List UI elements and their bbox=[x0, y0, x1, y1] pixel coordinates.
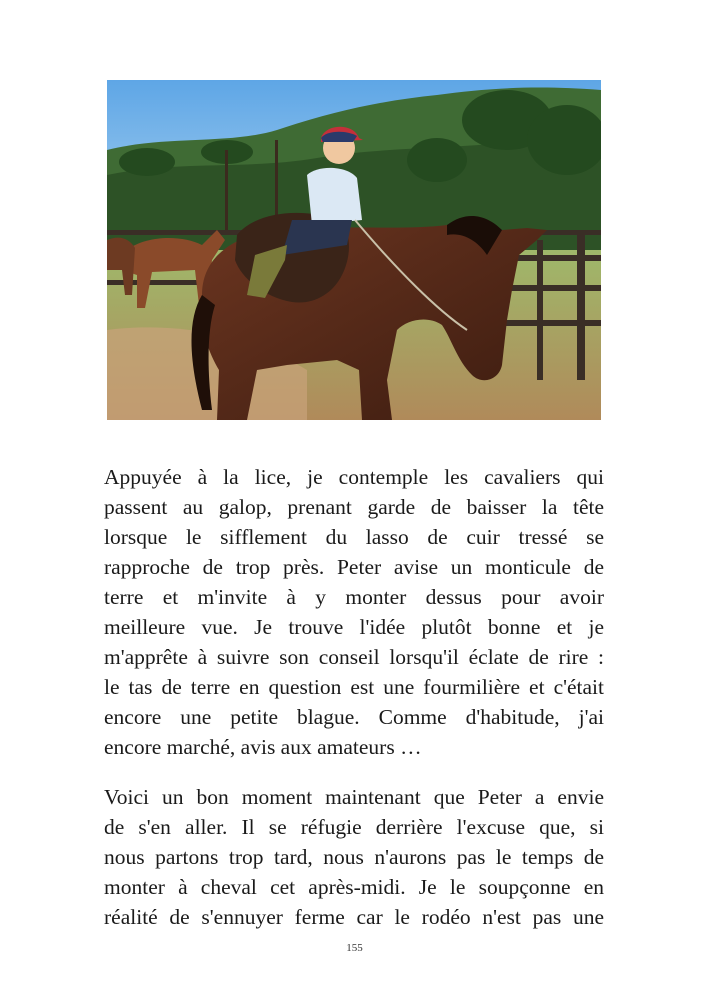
photo-illustration bbox=[107, 80, 601, 420]
text-line: nous partons trop tard, nous n'aurons pas le temps de bbox=[104, 845, 604, 869]
text-line: rapproche de trop près. Peter avise un monticule de bbox=[104, 555, 604, 579]
paragraph-1 bbox=[104, 462, 604, 762]
text-line: de s'en aller. Il se réfugie derrière l'excuse que, si bbox=[104, 815, 604, 839]
text-line: terre et m'invite à y monter dessus pour avoir bbox=[104, 585, 604, 609]
text-line: réalité de s'ennuyer ferme car le rodéo n'est pas une bbox=[104, 905, 604, 929]
page-photo-boy-on-horse bbox=[107, 80, 601, 420]
body-text bbox=[104, 462, 604, 932]
text-line: encore une petite blague. Comme d'habitude, j'ai bbox=[104, 705, 604, 729]
text-line: encore marché, avis aux amateurs … bbox=[104, 735, 422, 759]
text-line: Appuyée à la lice, je contemple les cavaliers qui bbox=[104, 465, 604, 489]
text-line: lorsque le sifflement du lasso de cuir tressé se bbox=[104, 525, 604, 549]
paragraph-2 bbox=[104, 782, 604, 932]
text-line: passent au galop, prenant garde de baisser la tête bbox=[104, 495, 604, 519]
text-line: Voici un bon moment maintenant que Peter a envie bbox=[104, 785, 604, 809]
text-line: m'apprête à suivre son conseil lorsqu'il éclate de rire : bbox=[104, 645, 604, 669]
text-line: monter à cheval cet après-midi. Je le soupçonne en bbox=[104, 875, 604, 899]
text-line: meilleure vue. Je trouve l'idée plutôt bonne et je bbox=[104, 615, 604, 639]
text-line: le tas de terre en question est une fourmilière et c'était bbox=[104, 675, 604, 699]
page-number: 155 bbox=[346, 942, 363, 954]
